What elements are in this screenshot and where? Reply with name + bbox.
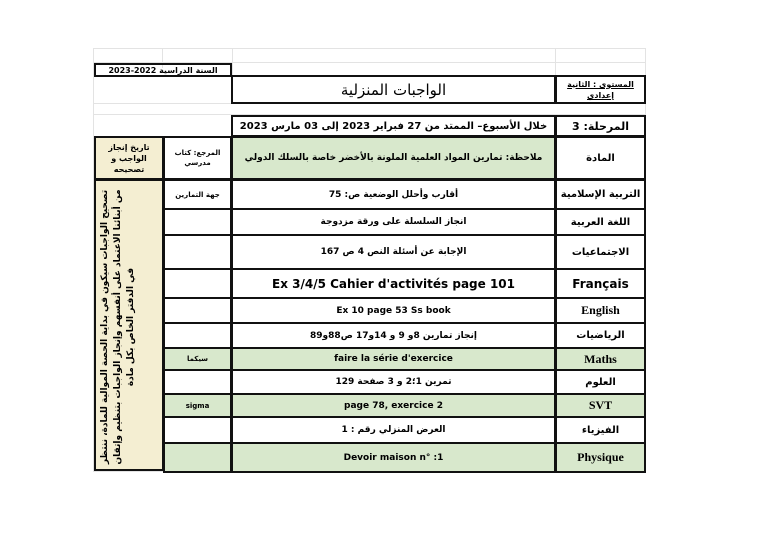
row-task: Ex 10 page 53 Ss book bbox=[231, 297, 556, 324]
row-subject: التربية الإسلامية bbox=[555, 179, 646, 210]
row-reference bbox=[163, 416, 232, 444]
row-reference: sigma bbox=[163, 393, 232, 418]
row-subject: SVT bbox=[555, 393, 646, 418]
side-note-cell bbox=[94, 179, 164, 471]
row-subject: العلوم bbox=[555, 369, 646, 395]
row-task: إنجاز تمارين 8و 9 و 14و17 ص88و89 bbox=[231, 322, 556, 349]
sheet-grid-line bbox=[232, 48, 233, 76]
note-column-header: ملاحظة: تمارين المواد العلمية الملونة بالأخضر خاصة بالسلك الدولي bbox=[231, 136, 556, 180]
row-reference bbox=[163, 297, 232, 324]
row-reference bbox=[163, 208, 232, 236]
row-task: تمرين 1؛2 و 3 صفحة 129 bbox=[231, 369, 556, 395]
date-column-header: تاريخ إنجاز الواجب و تصحيحه bbox=[94, 136, 164, 180]
row-task: الإجابة عن أسئلة النص 4 ص 167 bbox=[231, 234, 556, 270]
row-task: Devoir maison n° :1 bbox=[231, 442, 556, 473]
row-subject: الفيزياء bbox=[555, 416, 646, 444]
sheet-grid-line bbox=[93, 48, 646, 49]
level-label-line1: المستوى : الثانية bbox=[567, 79, 634, 89]
school-year-label: السنة الدراسية 2022-2023 bbox=[94, 63, 232, 77]
level-label-line2: إعدادي bbox=[587, 90, 615, 100]
sheet-grid-line bbox=[555, 48, 556, 76]
row-subject: الاجتماعيات bbox=[555, 234, 646, 270]
row-task: أقارب وأحلل الوضعية ص: 75 bbox=[231, 179, 556, 210]
row-task: page 78, exercice 2 bbox=[231, 393, 556, 418]
row-subject: الرياضيات bbox=[555, 322, 646, 349]
row-subject: Maths bbox=[555, 347, 646, 371]
row-subject: Physique bbox=[555, 442, 646, 473]
side-note-text: تصحيح الواجبات سيكون في بداية الحصة الموالية للمادة، ننتظر من أبنائنا الاعتماد على أنفسهم وإنجاز الواجبات بتنظيم وإتقان في الدفتر الخاص بكل مادة bbox=[100, 189, 136, 465]
row-reference bbox=[163, 234, 232, 270]
row-task: Ex 3/4/5 Cahier d'activités page 101 bbox=[231, 268, 556, 299]
row-reference bbox=[163, 369, 232, 395]
row-reference bbox=[163, 322, 232, 349]
row-reference: جهة التمارين bbox=[163, 179, 232, 210]
row-reference bbox=[163, 268, 232, 299]
row-reference bbox=[163, 442, 232, 473]
reference-column-header: المرجع: كتاب مدرسي bbox=[163, 136, 232, 180]
page-title: الواجبات المنزلية bbox=[231, 75, 556, 104]
row-task: انجاز السلسلة على ورقة مزدوجة bbox=[231, 208, 556, 236]
row-reference: سيكما bbox=[163, 347, 232, 371]
subject-column-header: المادة bbox=[555, 136, 646, 180]
row-subject: Français bbox=[555, 268, 646, 299]
stage-label: المرحلة: 3 bbox=[555, 115, 646, 137]
week-range: خلال الأسبوع– الممتد من 27 فبراير 2023 إلى 03 مارس 2023 bbox=[231, 115, 556, 137]
row-task: العرض المنزلي رقم : 1 bbox=[231, 416, 556, 444]
level-label bbox=[555, 75, 646, 104]
row-task: faire la série d'exercice bbox=[231, 347, 556, 371]
row-subject: English bbox=[555, 297, 646, 324]
row-subject: اللغة العربية bbox=[555, 208, 646, 236]
